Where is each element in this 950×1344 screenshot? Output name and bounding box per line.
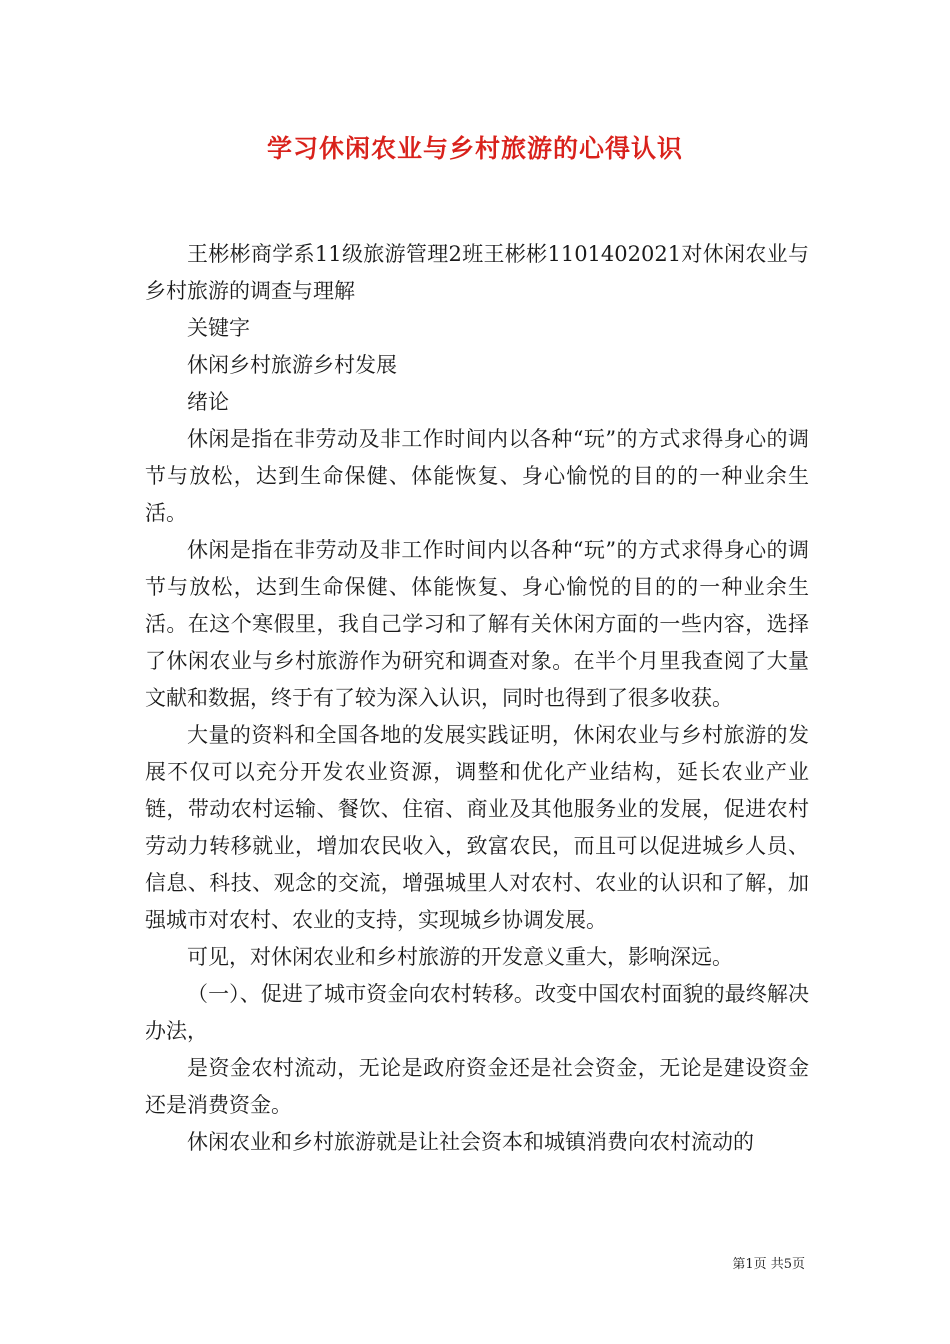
document-body <box>145 236 809 1161</box>
paragraph-keywords-heading: 关键字 <box>187 316 250 340</box>
paragraph: （一）、促进了城市资金向农村转移。改变中国农村面貌的最终解决办法， <box>145 982 809 1043</box>
page-number: 第1页 共5页 <box>732 1257 805 1272</box>
paragraph-keywords: 休闲乡村旅游乡村发展 <box>187 353 397 377</box>
paragraph: 可见，对休闲农业和乡村旅游的开发意义重大，影响深远。 <box>187 945 733 969</box>
paragraph: 大量的资料和全国各地的发展实践证明，休闲农业与乡村旅游的发展不仅可以充分开发农业资源，调整和优化产业结构，延长农业产业链，带动农村运输、餐饮、住宿、商业及其他服务业的发展，促进农村劳动力转移就业，增加农民收入，致富农民，而且可以促进城乡人员、信息、科技、观念的交流，增强城里人对农村、农业的认识和了解，加强城市对农村、农业的支持，实现城乡协调发展。 <box>145 723 809 932</box>
paragraph: 休闲农业和乡村旅游就是让社会资本和城镇消费向农村流动的 <box>187 1130 754 1154</box>
paragraph: 休闲是指在非劳动及非工作时间内以各种“玩”的方式求得身心的调节与放松，达到生命保健、体能恢复、身心愉悦的目的的一种业余生活。 <box>145 427 809 525</box>
paragraph-introduction-heading: 绪论 <box>187 390 229 414</box>
paragraph: 是资金农村流动，无论是政府资金还是社会资金，无论是建设资金还是消费资金。 <box>145 1056 809 1117</box>
document-title: 学习休闲农业与乡村旅游的心得认识 <box>266 134 683 163</box>
paragraph: 休闲是指在非劳动及非工作时间内以各种“玩”的方式求得身心的调节与放松，达到生命保健、体能恢复、身心愉悦的目的的一种业余生活。在这个寒假里，我自己学习和了解有关休闲方面的一些内容，选择了休闲农业与乡村旅游作为研究和调查对象。在半个月里我查阅了大量文献和数据，终于有了较为深入认识，同时也得到了很多收获。 <box>145 538 809 710</box>
paragraph-author-line: 王彬彬商学系11级旅游管理2班王彬彬1101402021对休闲农业与乡村旅游的调查与理解 <box>145 242 809 303</box>
